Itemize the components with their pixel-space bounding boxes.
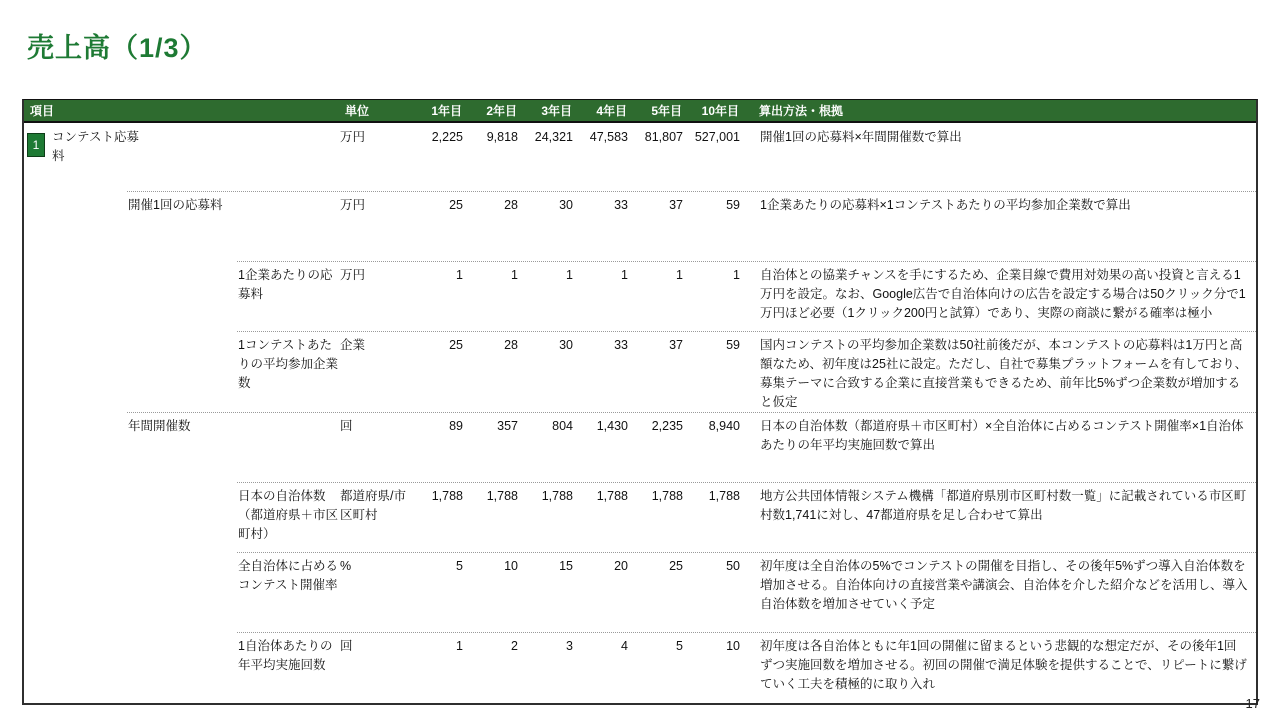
table-row bbox=[24, 261, 1256, 331]
value-year5: 37 bbox=[669, 198, 683, 212]
table-row bbox=[24, 552, 1256, 632]
value-year2: 2 bbox=[511, 639, 518, 653]
value-year3: 24,321 bbox=[534, 130, 573, 144]
value-year2: 28 bbox=[504, 198, 518, 212]
value-year10: 59 bbox=[726, 198, 740, 212]
value-year4: 1,430 bbox=[596, 419, 628, 433]
table-row bbox=[24, 123, 1256, 191]
value-year10: 10 bbox=[726, 639, 740, 653]
value-year10: 527,001 bbox=[694, 130, 740, 144]
unit-label: 万円 bbox=[340, 198, 366, 212]
value-year5: 25 bbox=[669, 559, 683, 573]
rationale-text: 地方公共団体情報システム機構「都道府県別市区町村数一覧」に記載されている市区町村数1,741に対し、47都道府県を足し合わせて算出 bbox=[760, 489, 1247, 522]
value-year10: 1,788 bbox=[708, 489, 740, 503]
header-year10: 10年目 bbox=[701, 104, 739, 118]
value-year10: 8,940 bbox=[708, 419, 740, 433]
table-header-row bbox=[24, 100, 1256, 123]
rationale-text: 自治体との協業チャンスを手にするため、企業目線で費用対効果の高い投資と言える1万円を設定。なお、Google広告で自治体向けの広告を設定する場合は50クリック分で1万円ほど必要（1クリック200円と試算）であり、実際の商談に繋がる確率は極小 bbox=[760, 268, 1246, 320]
rationale-text: 国内コンテストの平均参加企業数は50社前後だが、本コンテストの応募料は1万円と高額なため、初年度は25社に設定。ただし、自社で募集プラットフォームを有しており、募集テーマに合致する企業に直接営業もできるため、前年比5%ずつ企業数が増加すると仮定 bbox=[760, 338, 1248, 409]
value-year1: 5 bbox=[456, 559, 463, 573]
value-year4: 33 bbox=[614, 338, 628, 352]
item-label: 1自治体あたりの年平均実施回数 bbox=[238, 639, 333, 672]
header-year4: 4年目 bbox=[596, 104, 627, 118]
row-number-badge: 1 bbox=[27, 133, 45, 157]
value-year3: 804 bbox=[552, 419, 573, 433]
value-year10: 59 bbox=[726, 338, 740, 352]
header-year2: 2年目 bbox=[486, 104, 517, 118]
value-year2: 9,818 bbox=[486, 130, 518, 144]
header-year3: 3年目 bbox=[541, 104, 572, 118]
value-year1: 2,225 bbox=[431, 130, 463, 144]
header-item: 項目 bbox=[30, 104, 55, 118]
value-year3: 1,788 bbox=[541, 489, 573, 503]
value-year2: 1 bbox=[511, 268, 518, 282]
rationale-text: 開催1回の応募料×年間開催数で算出 bbox=[760, 130, 962, 144]
header-year5: 5年目 bbox=[651, 104, 682, 118]
item-label: 1企業あたりの応募料 bbox=[238, 268, 333, 301]
unit-label: 万円 bbox=[340, 268, 366, 282]
value-year1: 1,788 bbox=[431, 489, 463, 503]
value-year10: 1 bbox=[733, 268, 740, 282]
table-row bbox=[24, 191, 1256, 261]
value-year1: 89 bbox=[449, 419, 463, 433]
value-year4: 4 bbox=[621, 639, 628, 653]
value-year1: 25 bbox=[449, 198, 463, 212]
value-year2: 357 bbox=[497, 419, 518, 433]
value-year4: 47,583 bbox=[589, 130, 628, 144]
header-year1: 1年目 bbox=[431, 104, 462, 118]
value-year4: 33 bbox=[614, 198, 628, 212]
item-label: 1コンテストあたりの平均参加企業数 bbox=[238, 338, 339, 390]
unit-label: 企業 bbox=[340, 338, 366, 352]
value-year3: 3 bbox=[566, 639, 573, 653]
value-year3: 15 bbox=[559, 559, 573, 573]
value-year1: 1 bbox=[456, 268, 463, 282]
value-year5: 5 bbox=[676, 639, 683, 653]
item-label: 開催1回の応募料 bbox=[128, 198, 223, 212]
value-year2: 10 bbox=[504, 559, 518, 573]
table-row bbox=[24, 412, 1256, 482]
unit-label: 回 bbox=[340, 419, 353, 433]
rationale-text: 初年度は全自治体の5%でコンテストの開催を目指し、その後年5%ずつ導入自治体数を増加させる。自治体向けの直接営業や講演会、自治体を介した紹介などを活用し、導入自治体数を増加させていく予定 bbox=[760, 559, 1248, 611]
value-year5: 37 bbox=[669, 338, 683, 352]
value-year4: 1,788 bbox=[596, 489, 628, 503]
page-title: 売上高（1/3） bbox=[27, 33, 208, 63]
value-year5: 1 bbox=[676, 268, 683, 282]
value-year10: 50 bbox=[726, 559, 740, 573]
value-year4: 20 bbox=[614, 559, 628, 573]
item-label: コンテスト応募料 bbox=[52, 130, 140, 163]
value-year3: 30 bbox=[559, 338, 573, 352]
value-year3: 1 bbox=[566, 268, 573, 282]
rationale-text: 日本の自治体数（都道府県＋市区町村）×全自治体に占めるコンテスト開催率×1自治体あたりの年平均実施回数で算出 bbox=[760, 419, 1244, 452]
item-label: 年間開催数 bbox=[128, 419, 191, 433]
item-label: 全自治体に占めるコンテスト開催率 bbox=[238, 559, 339, 592]
value-year5: 1,788 bbox=[651, 489, 683, 503]
table-row bbox=[24, 331, 1256, 412]
page-number: 17 bbox=[1245, 696, 1260, 711]
table-row bbox=[24, 632, 1256, 703]
unit-label: 回 bbox=[340, 639, 353, 653]
item-label: 日本の自治体数（都道府県＋市区町村） bbox=[238, 489, 339, 541]
value-year5: 2,235 bbox=[651, 419, 683, 433]
value-year3: 30 bbox=[559, 198, 573, 212]
value-year1: 25 bbox=[449, 338, 463, 352]
unit-label: 都道府県/市区町村 bbox=[340, 489, 406, 522]
rationale-text: 初年度は各自治体ともに年1回の開催に留まるという悲観的な想定だが、その後年1回ずつ実施回数を増加させる。初回の開催で満足体験を提供することで、リピートに繋げていく工夫を積極的に取り入れ bbox=[760, 639, 1247, 691]
value-year1: 1 bbox=[456, 639, 463, 653]
unit-label: 万円 bbox=[340, 130, 366, 144]
rationale-text: 1企業あたりの応募料×1コンテストあたりの平均参加企業数で算出 bbox=[760, 198, 1131, 212]
value-year2: 28 bbox=[504, 338, 518, 352]
header-method: 算出方法・根拠 bbox=[759, 104, 844, 118]
value-year5: 81,807 bbox=[644, 130, 683, 144]
table-row bbox=[24, 482, 1256, 552]
value-year2: 1,788 bbox=[486, 489, 518, 503]
value-year4: 1 bbox=[621, 268, 628, 282]
unit-label: % bbox=[340, 559, 352, 573]
header-unit: 単位 bbox=[345, 104, 370, 118]
revenue-table bbox=[22, 99, 1258, 705]
